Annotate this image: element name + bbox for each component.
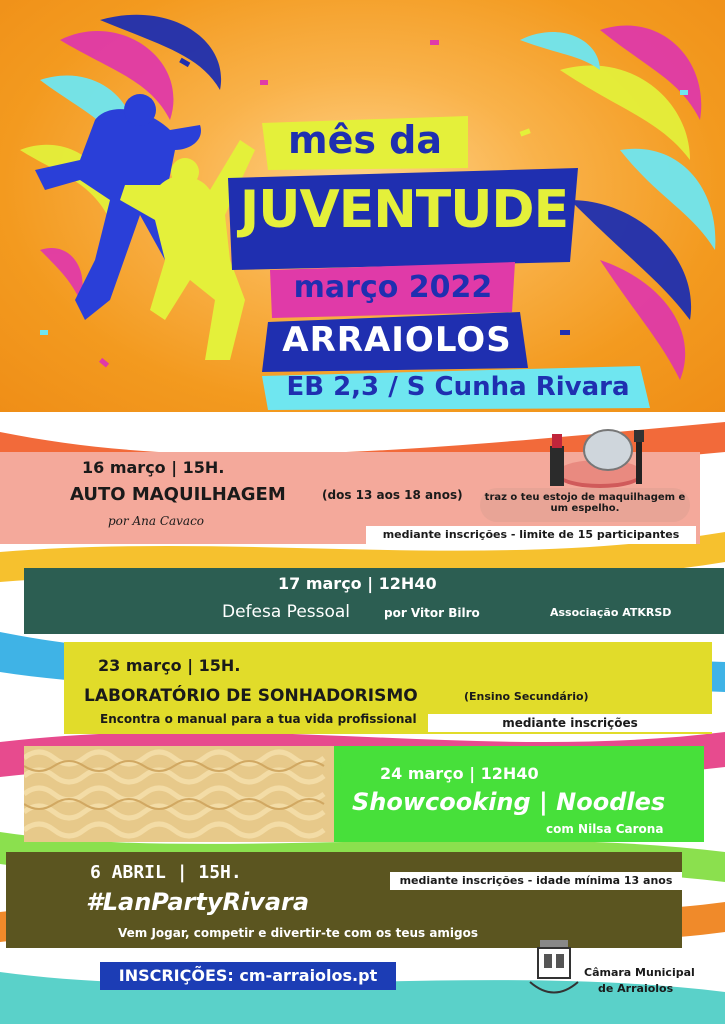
event-subtitle: Encontra o manual para a tua vida profissional: [100, 712, 417, 726]
event-note: traz o teu estojo de maquilhagem e um espelho.: [480, 488, 690, 522]
event-showcooking: [24, 746, 704, 842]
event-title: AUTO MAQUILHAGEM: [70, 484, 286, 505]
event-title: Showcooking | Noodles: [352, 788, 666, 816]
title-line-1: mês da: [287, 118, 443, 162]
event-date: 16 março | 15H.: [82, 458, 225, 477]
event-date: 17 março | 12H40: [278, 574, 437, 593]
event-byline: com Nilsa Carona: [546, 822, 664, 836]
title-line-2: JUVENTUDE: [239, 180, 569, 240]
event-title: LABORATÓRIO DE SONHADORISMO: [84, 686, 418, 706]
noodles-icon: [24, 746, 354, 842]
event-date: 24 março | 12H40: [380, 764, 539, 783]
event-auto-maquilhagem: [0, 452, 700, 544]
event-laboratorio: [64, 642, 712, 734]
event-byline: por Ana Cavaco: [108, 514, 205, 528]
event-defesa-pessoal: [24, 568, 724, 634]
jumping-youth-silhouettes: [35, 94, 255, 360]
coat-of-arms-icon: [526, 936, 582, 998]
event-byline: por Vitor Bilro: [384, 606, 480, 620]
event-registration: mediante inscrições - idade mínima 13 anos: [390, 872, 682, 890]
org-name-line-2: de Arraiolos: [598, 982, 674, 995]
event-registration: mediante inscrições - limite de 15 participantes: [366, 526, 696, 544]
title-school: EB 2,3 / S Cunha Rivara: [286, 372, 630, 402]
event-title: Defesa Pessoal: [222, 602, 351, 622]
org-name-line-1: Câmara Municipal: [584, 966, 695, 979]
event-lanparty: [6, 852, 682, 948]
title-date: março 2022: [293, 270, 493, 305]
event-date: 23 março | 15H.: [98, 656, 241, 675]
makeup-icon: [540, 428, 670, 490]
signup-link[interactable]: INSCRIÇÕES: cm-arraiolos.pt: [118, 966, 378, 985]
signup-banner[interactable]: [100, 962, 396, 990]
event-audience: (dos 13 aos 18 anos): [322, 488, 463, 502]
event-title: #LanPartyRivara: [86, 888, 310, 916]
event-org: Associação ATKRSD: [550, 606, 672, 619]
event-date: 6 ABRIL | 15H.: [90, 862, 242, 883]
hero-banner: [0, 0, 725, 412]
event-audience: (Ensino Secundário): [464, 690, 589, 703]
event-registration: mediante inscrições: [428, 714, 712, 732]
event-subtitle: Vem Jogar, competir e divertir-te com os teus amigos: [118, 926, 479, 940]
title-town: ARRAIOLOS: [282, 320, 512, 360]
